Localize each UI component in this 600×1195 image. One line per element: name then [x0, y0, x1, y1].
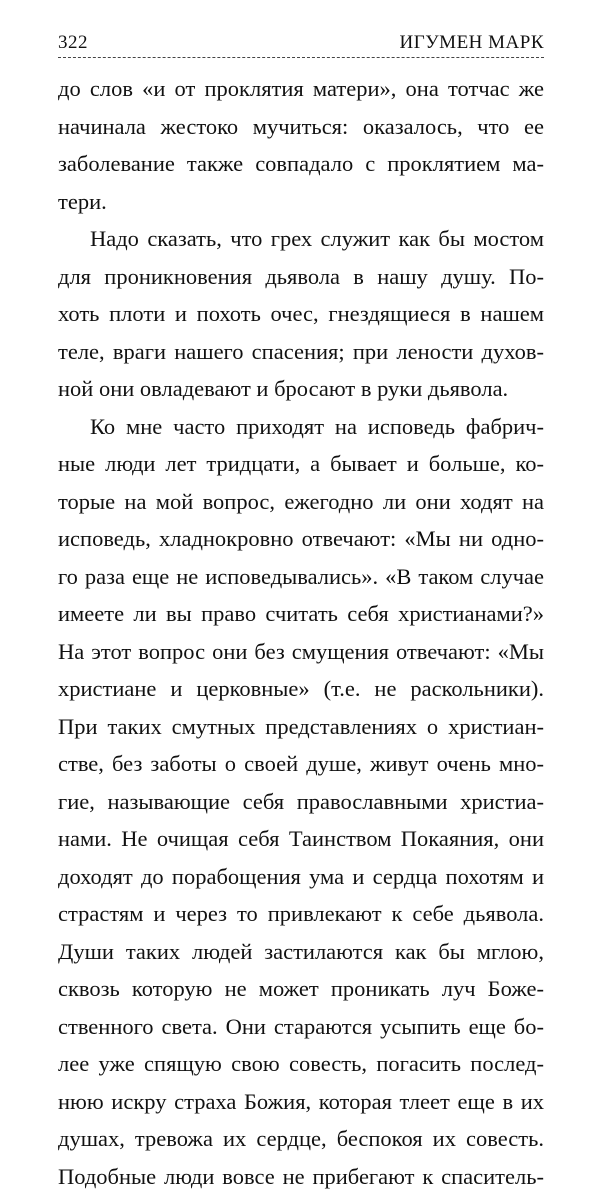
text-line: страстям и через то привлекают к себе дьявола. [58, 895, 544, 933]
paragraph-3 [58, 408, 544, 1195]
text-line: го раза еще не исповедывались». «В таком случае [58, 558, 544, 596]
text-line: теле, враги нашего спасения; при лености духов- [58, 333, 544, 371]
text-line: христиане и церковные» (т.е. не раскольники). [58, 670, 544, 708]
text-line: имеете ли вы право считать себя христианами?» [58, 595, 544, 633]
text-line: стве, без заботы о своей душе, живут очень мно- [58, 745, 544, 783]
paragraph-2 [58, 220, 544, 408]
text-line: При таких смутных представлениях о христиан- [58, 708, 544, 746]
text-line: ственного света. Они стараются усыпить еще бо- [58, 1008, 544, 1046]
text-line: гие, называющие себя православными христиа- [58, 783, 544, 821]
text-line: нами. Не очищая себя Таинством Покаяния, они [58, 820, 544, 858]
running-title: ИГУМЕН МАРК [400, 32, 544, 54]
paragraph-1 [58, 70, 544, 220]
text-line: На этот вопрос они без смущения отвечают: «Мы [58, 633, 544, 671]
text-line: для проникновения дьявола в нашу душу. По- [58, 258, 544, 296]
text-line: Подобные люди вовсе не прибегают к спаситель- [58, 1158, 544, 1195]
text-line: Души таких людей застилаются как бы мглою, [58, 933, 544, 971]
text-line: Надо сказать, что грех служит как бы мостом [58, 220, 544, 258]
text-line: доходят до порабощения ума и сердца похотям и [58, 858, 544, 896]
running-header [58, 24, 544, 54]
text-line: торые на мой вопрос, ежегодно ли они ходят на [58, 483, 544, 521]
text-line: ные люди лет тридцати, а бывает и больше, ко- [58, 445, 544, 483]
text-line: хоть плоти и похоть очес, гнездящиеся в нашем [58, 295, 544, 333]
text-line: нюю искру страха Божия, которая тлеет еще в их [58, 1083, 544, 1121]
page-number: 322 [58, 32, 88, 54]
text-line: тери. [58, 183, 544, 221]
text-line: сквозь которую не может проникать луч Боже- [58, 970, 544, 1008]
text-line: заболевание также совпадало с проклятием ма- [58, 145, 544, 183]
text-line: Ко мне часто приходят на исповедь фабрич- [58, 408, 544, 446]
header-divider [58, 57, 544, 58]
body-text [58, 70, 544, 1195]
text-line: до слов «и от проклятия матери», она тотчас же [58, 70, 544, 108]
text-line: начинала жестоко мучиться: оказалось, что ее [58, 108, 544, 146]
text-line: лее уже спящую свою совесть, погасить послед- [58, 1045, 544, 1083]
text-line: ной они овладевают и бросают в руки дьявола. [58, 370, 544, 408]
text-line: душах, тревожа их сердце, беспокоя их совесть. [58, 1120, 544, 1158]
text-line: исповедь, хладнокровно отвечают: «Мы ни одно- [58, 520, 544, 558]
